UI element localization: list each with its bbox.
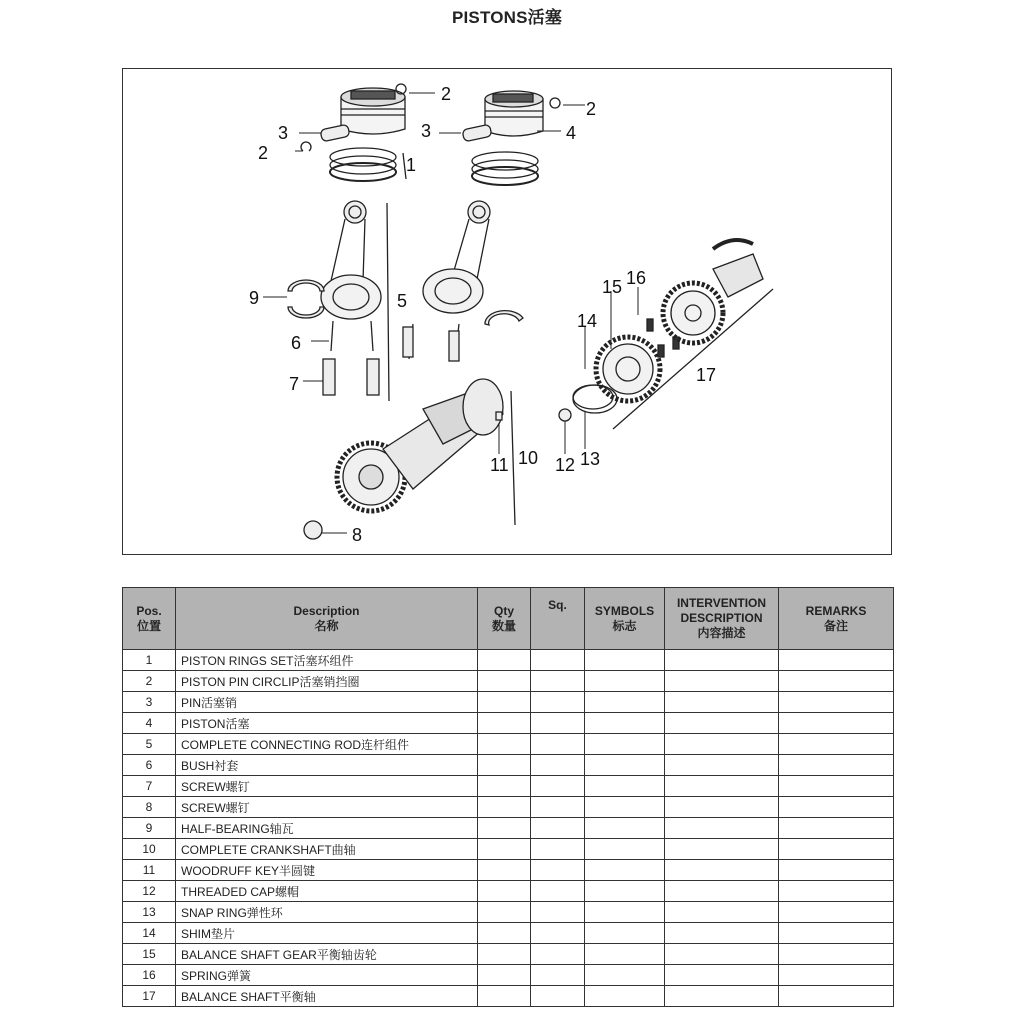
pos-cell: 10 bbox=[123, 839, 176, 860]
half-bearing-upper bbox=[288, 280, 324, 291]
pos-cell: 1 bbox=[123, 650, 176, 671]
table-row bbox=[123, 797, 894, 818]
snap-ring bbox=[573, 385, 613, 409]
balance-shaft-gear bbox=[596, 337, 660, 401]
intervention-cell bbox=[665, 818, 779, 839]
table-row bbox=[123, 650, 894, 671]
table-row bbox=[123, 734, 894, 755]
parts-table bbox=[122, 587, 894, 1007]
qty-cell bbox=[478, 650, 531, 671]
piston-rings-right bbox=[472, 152, 538, 185]
symbols-cell bbox=[585, 797, 665, 818]
callout-2: 2 bbox=[441, 84, 452, 104]
symbols-cell bbox=[585, 734, 665, 755]
sq-cell bbox=[531, 797, 585, 818]
intervention-cell bbox=[665, 839, 779, 860]
symbols-cell bbox=[585, 839, 665, 860]
qty-cell bbox=[478, 755, 531, 776]
description-cell: SPRING弹簧 bbox=[176, 965, 478, 986]
intervention-cell bbox=[665, 713, 779, 734]
pos-cell: 9 bbox=[123, 818, 176, 839]
description-cell: BALANCE SHAFT GEAR平衡轴齿轮 bbox=[176, 944, 478, 965]
remarks-cell bbox=[779, 755, 894, 776]
callout-14: 14 bbox=[577, 311, 598, 331]
symbols-cell bbox=[585, 776, 665, 797]
sq-cell bbox=[531, 986, 585, 1007]
header-intervention-description: INTERVENTION DESCRIPTION 内容描述 bbox=[665, 588, 779, 650]
pos-cell: 8 bbox=[123, 797, 176, 818]
qty-cell bbox=[478, 818, 531, 839]
intervention-cell bbox=[665, 734, 779, 755]
screw-rod-right-b bbox=[449, 331, 459, 361]
intervention-cell bbox=[665, 650, 779, 671]
symbols-cell bbox=[585, 671, 665, 692]
intervention-cell bbox=[665, 902, 779, 923]
intervention-cell bbox=[665, 692, 779, 713]
pos-cell: 16 bbox=[123, 965, 176, 986]
pos-cell: 7 bbox=[123, 776, 176, 797]
header-pos: Pos. 位置 bbox=[123, 588, 176, 650]
pos-cell: 15 bbox=[123, 944, 176, 965]
sq-cell bbox=[531, 902, 585, 923]
callout-2: 2 bbox=[258, 143, 269, 163]
symbols-cell bbox=[585, 650, 665, 671]
description-cell: COMPLETE CRANKSHAFT曲轴 bbox=[176, 839, 478, 860]
symbols-cell bbox=[585, 902, 665, 923]
intervention-cell bbox=[665, 860, 779, 881]
description-cell: SNAP RING弹性环 bbox=[176, 902, 478, 923]
remarks-cell bbox=[779, 839, 894, 860]
circlip-right bbox=[550, 98, 560, 108]
description-cell: COMPLETE CONNECTING ROD连杆组件 bbox=[176, 734, 478, 755]
callout-6: 6 bbox=[291, 333, 302, 353]
qty-cell bbox=[478, 734, 531, 755]
remarks-cell bbox=[779, 923, 894, 944]
description-cell: BALANCE SHAFT平衡轴 bbox=[176, 986, 478, 1007]
sq-cell bbox=[531, 713, 585, 734]
qty-cell bbox=[478, 986, 531, 1007]
qty-cell bbox=[478, 671, 531, 692]
symbols-cell bbox=[585, 986, 665, 1007]
pos-cell: 12 bbox=[123, 881, 176, 902]
pos-cell: 5 bbox=[123, 734, 176, 755]
table-row bbox=[123, 965, 894, 986]
callout-8: 8 bbox=[352, 525, 363, 545]
screw-rod-right-a bbox=[403, 327, 413, 357]
description-cell: PIN活塞销 bbox=[176, 692, 478, 713]
sq-cell bbox=[531, 692, 585, 713]
pos-cell: 2 bbox=[123, 671, 176, 692]
table-row bbox=[123, 881, 894, 902]
callout-12: 12 bbox=[555, 455, 576, 475]
symbols-cell bbox=[585, 692, 665, 713]
callout-15: 15 bbox=[602, 277, 623, 297]
sq-cell bbox=[531, 944, 585, 965]
exploded-parts-diagram bbox=[122, 68, 892, 555]
qty-cell bbox=[478, 692, 531, 713]
screw-rod-left-b bbox=[367, 359, 379, 395]
description-cell: THREADED CAP螺帽 bbox=[176, 881, 478, 902]
callout-17: 17 bbox=[696, 365, 717, 385]
threaded-cap bbox=[559, 409, 571, 421]
table-row bbox=[123, 776, 894, 797]
sq-cell bbox=[531, 650, 585, 671]
description-cell: SCREW螺钉 bbox=[176, 797, 478, 818]
sq-cell bbox=[531, 734, 585, 755]
description-cell: PISTON RINGS SET活塞环组件 bbox=[176, 650, 478, 671]
table-row bbox=[123, 986, 894, 1007]
table-row bbox=[123, 755, 894, 776]
callout-3: 3 bbox=[421, 121, 432, 141]
table-row bbox=[123, 818, 894, 839]
table-row bbox=[123, 713, 894, 734]
sq-cell bbox=[531, 755, 585, 776]
pos-cell: 13 bbox=[123, 902, 176, 923]
qty-cell bbox=[478, 860, 531, 881]
pos-cell: 6 bbox=[123, 755, 176, 776]
callout-2: 2 bbox=[586, 99, 597, 119]
qty-cell bbox=[478, 797, 531, 818]
remarks-cell bbox=[779, 797, 894, 818]
screw-rod-left-a bbox=[323, 359, 335, 395]
remarks-cell bbox=[779, 671, 894, 692]
header-remarks: REMARKS 备注 bbox=[779, 588, 894, 650]
symbols-cell bbox=[585, 713, 665, 734]
qty-cell bbox=[478, 776, 531, 797]
header-sq: Sq. bbox=[531, 588, 585, 650]
sq-cell bbox=[531, 923, 585, 944]
symbols-cell bbox=[585, 944, 665, 965]
description-cell: PISTON活塞 bbox=[176, 713, 478, 734]
callout-3: 3 bbox=[278, 123, 289, 143]
pos-cell: 14 bbox=[123, 923, 176, 944]
remarks-cell bbox=[779, 860, 894, 881]
symbols-cell bbox=[585, 755, 665, 776]
half-bearing-right bbox=[485, 311, 523, 325]
intervention-cell bbox=[665, 965, 779, 986]
intervention-cell bbox=[665, 923, 779, 944]
callout-5: 5 bbox=[397, 291, 408, 311]
description-cell: SHIM垫片 bbox=[176, 923, 478, 944]
table-row bbox=[123, 923, 894, 944]
piston-left bbox=[341, 88, 405, 134]
qty-cell bbox=[478, 965, 531, 986]
qty-cell bbox=[478, 923, 531, 944]
sq-cell bbox=[531, 671, 585, 692]
intervention-cell bbox=[665, 881, 779, 902]
qty-cell bbox=[478, 902, 531, 923]
balance-shaft bbox=[663, 240, 763, 343]
description-cell: HALF-BEARING轴瓦 bbox=[176, 818, 478, 839]
symbols-cell bbox=[585, 818, 665, 839]
symbols-cell bbox=[585, 923, 665, 944]
intervention-cell bbox=[665, 986, 779, 1007]
connecting-rod-left bbox=[321, 201, 381, 351]
intervention-cell bbox=[665, 671, 779, 692]
pos-cell: 11 bbox=[123, 860, 176, 881]
remarks-cell bbox=[779, 713, 894, 734]
symbols-cell bbox=[585, 860, 665, 881]
table-row bbox=[123, 860, 894, 881]
remarks-cell bbox=[779, 986, 894, 1007]
table-row bbox=[123, 671, 894, 692]
description-cell: PISTON PIN CIRCLIP活塞销挡圈 bbox=[176, 671, 478, 692]
qty-cell bbox=[478, 839, 531, 860]
callout-9: 9 bbox=[249, 288, 260, 308]
callout-11: 11 bbox=[490, 455, 509, 475]
crankshaft bbox=[337, 379, 503, 511]
remarks-cell bbox=[779, 902, 894, 923]
symbols-cell bbox=[585, 881, 665, 902]
qty-cell bbox=[478, 881, 531, 902]
intervention-cell bbox=[665, 755, 779, 776]
pos-cell: 3 bbox=[123, 692, 176, 713]
piston-pin-right bbox=[462, 124, 492, 142]
header-symbols: SYMBOLS 标志 bbox=[585, 588, 665, 650]
sq-cell bbox=[531, 881, 585, 902]
piston-rings-left bbox=[330, 148, 396, 181]
half-bearing-lower bbox=[288, 307, 324, 318]
remarks-cell bbox=[779, 881, 894, 902]
intervention-cell bbox=[665, 944, 779, 965]
description-cell: WOODRUFF KEY半圆键 bbox=[176, 860, 478, 881]
pos-cell: 4 bbox=[123, 713, 176, 734]
description-cell: SCREW螺钉 bbox=[176, 776, 478, 797]
description-cell: BUSH衬套 bbox=[176, 755, 478, 776]
qty-cell bbox=[478, 713, 531, 734]
callout-7: 7 bbox=[289, 374, 300, 394]
sq-cell bbox=[531, 839, 585, 860]
sq-cell bbox=[531, 776, 585, 797]
table-row bbox=[123, 839, 894, 860]
table-row bbox=[123, 692, 894, 713]
intervention-cell bbox=[665, 797, 779, 818]
header-description: Description 名称 bbox=[176, 588, 478, 650]
sq-cell bbox=[531, 818, 585, 839]
qty-cell bbox=[478, 944, 531, 965]
sq-cell bbox=[531, 965, 585, 986]
remarks-cell bbox=[779, 944, 894, 965]
remarks-cell bbox=[779, 692, 894, 713]
circlip-left bbox=[301, 142, 311, 151]
callout-13: 13 bbox=[580, 449, 601, 469]
table-row bbox=[123, 944, 894, 965]
intervention-cell bbox=[665, 776, 779, 797]
crankshaft-screw bbox=[304, 521, 322, 539]
header-qty: Qty 数量 bbox=[478, 588, 531, 650]
page-title: PISTONS活塞 bbox=[451, 8, 563, 27]
remarks-cell bbox=[779, 818, 894, 839]
remarks-cell bbox=[779, 965, 894, 986]
woodruff-key bbox=[496, 412, 502, 420]
piston-pin-left bbox=[320, 124, 350, 142]
table-header-row bbox=[123, 588, 894, 650]
callout-10: 10 bbox=[518, 448, 539, 468]
diagram-drawing bbox=[123, 69, 893, 556]
remarks-cell bbox=[779, 734, 894, 755]
piston-right bbox=[485, 91, 543, 136]
table-row bbox=[123, 902, 894, 923]
remarks-cell bbox=[779, 650, 894, 671]
remarks-cell bbox=[779, 776, 894, 797]
sq-cell bbox=[531, 860, 585, 881]
callout-1: 1 bbox=[406, 155, 417, 175]
callout-16: 16 bbox=[626, 268, 647, 288]
symbols-cell bbox=[585, 965, 665, 986]
pos-cell: 17 bbox=[123, 986, 176, 1007]
callout-4: 4 bbox=[566, 123, 577, 143]
